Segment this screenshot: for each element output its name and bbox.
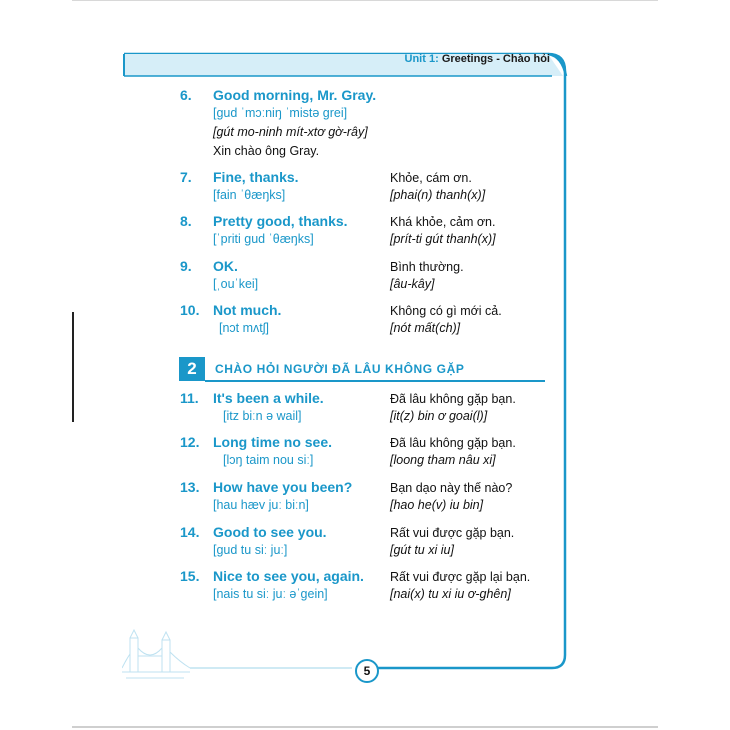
ipa-transcription: [lɔŋ taim nou siː]: [223, 453, 314, 467]
item-number: 12.: [180, 434, 200, 450]
vietnamese-pronunciation: [hao he(v) iu bin]: [390, 498, 484, 512]
bridge-illustration: [122, 628, 192, 688]
page-number: 5: [355, 659, 379, 683]
english-phrase: Nice to see you, again.: [213, 568, 364, 584]
vietnamese-meaning: Không có gì mới cả.: [390, 304, 502, 318]
vietnamese-pronunciation: [it(z) bin ơ goai(l)]: [390, 409, 488, 423]
item-number: 8.: [180, 213, 192, 229]
item-number: 7.: [180, 169, 192, 185]
vietnamese-meaning: Rất vui được gặp lại bạn.: [390, 570, 531, 584]
english-phrase: Good to see you.: [213, 524, 327, 540]
vietnamese-pronunciation: [prít-ti gút thanh(x)]: [390, 232, 496, 246]
section-heading: [179, 357, 529, 381]
vietnamese-meaning: Rất vui được gặp bạn.: [390, 526, 515, 540]
vietnamese-meaning: Khỏe, cám ơn.: [390, 171, 472, 185]
english-phrase: Good morning, Mr. Gray.: [213, 87, 377, 103]
vietnamese-pronunciation: [phai(n) thanh(x)]: [390, 188, 486, 202]
vietnamese-pronunciation: [nai(x) tu xi iu ơ-ghên]: [390, 587, 511, 601]
ipa-transcription: [nais tu siː juː əˈgein]: [213, 587, 328, 601]
english-phrase: OK.: [213, 258, 238, 274]
english-phrase: How have you been?: [213, 479, 353, 495]
section-underline: [205, 380, 545, 382]
item-number: 6.: [180, 87, 192, 103]
ipa-transcription: [hau hæv juː biːn]: [213, 498, 309, 512]
running-header: [405, 53, 550, 65]
vietnamese-meaning: Bạn dạo này thế nào?: [390, 481, 513, 495]
ipa-transcription: [ˌouˈkei]: [213, 277, 259, 291]
vietnamese-pronunciation: [gút tu xi iu]: [390, 543, 454, 557]
vietnamese-pronunciation: [loong tham nâu xi]: [390, 453, 496, 467]
ipa-transcription: [ˈpriti gud ˈθæŋks]: [213, 232, 314, 246]
english-phrase: Pretty good, thanks.: [213, 213, 348, 229]
english-phrase: Not much.: [213, 302, 282, 318]
ipa-transcription: [fain ˈθæŋks]: [213, 188, 286, 202]
vietnamese-meaning: Đã lâu không gặp bạn.: [390, 392, 516, 406]
vietnamese-meaning: Khá khỏe, cảm ơn.: [390, 215, 496, 229]
vietnamese-meaning: Bình thường.: [390, 260, 464, 274]
item-number: 14.: [180, 524, 200, 540]
header-title: Greetings - Chào hỏi: [441, 53, 550, 65]
item-number: 9.: [180, 258, 192, 274]
ipa-transcription: [itz biːn ə wail]: [223, 409, 302, 423]
header-unit: Unit 1:: [404, 53, 439, 65]
vietnamese-pronunciation: [âu-kây]: [390, 277, 435, 291]
english-phrase: It's been a while.: [213, 390, 324, 406]
item-number: 15.: [180, 568, 200, 584]
vietnamese-pronunciation: [nót mất(ch)]: [390, 321, 461, 335]
item-number: 11.: [180, 390, 199, 406]
vietnamese-meaning: Đã lâu không gặp bạn.: [390, 436, 516, 450]
ipa-transcription: [gud ˈmɔːniŋ ˈmistə grei]: [213, 106, 348, 120]
item-number: 10.: [180, 302, 200, 318]
section-title: CHÀO HỎI NGƯỜI ĐÃ LÂU KHÔNG GẶP: [215, 362, 465, 376]
ipa-transcription: [gud tu siː juː]: [213, 543, 288, 557]
ipa-transcription: [nɔt mʌtʃ]: [219, 321, 270, 335]
section-number: 2: [179, 357, 205, 381]
english-phrase: Fine, thanks.: [213, 169, 299, 185]
english-phrase: Long time no see.: [213, 434, 333, 450]
vietnamese-meaning: Xin chào ông Gray.: [213, 144, 320, 158]
item-number: 13.: [180, 479, 200, 495]
vietnamese-pronunciation: [gút mo-ninh mít-xtơ gờ-rây]: [213, 125, 368, 139]
